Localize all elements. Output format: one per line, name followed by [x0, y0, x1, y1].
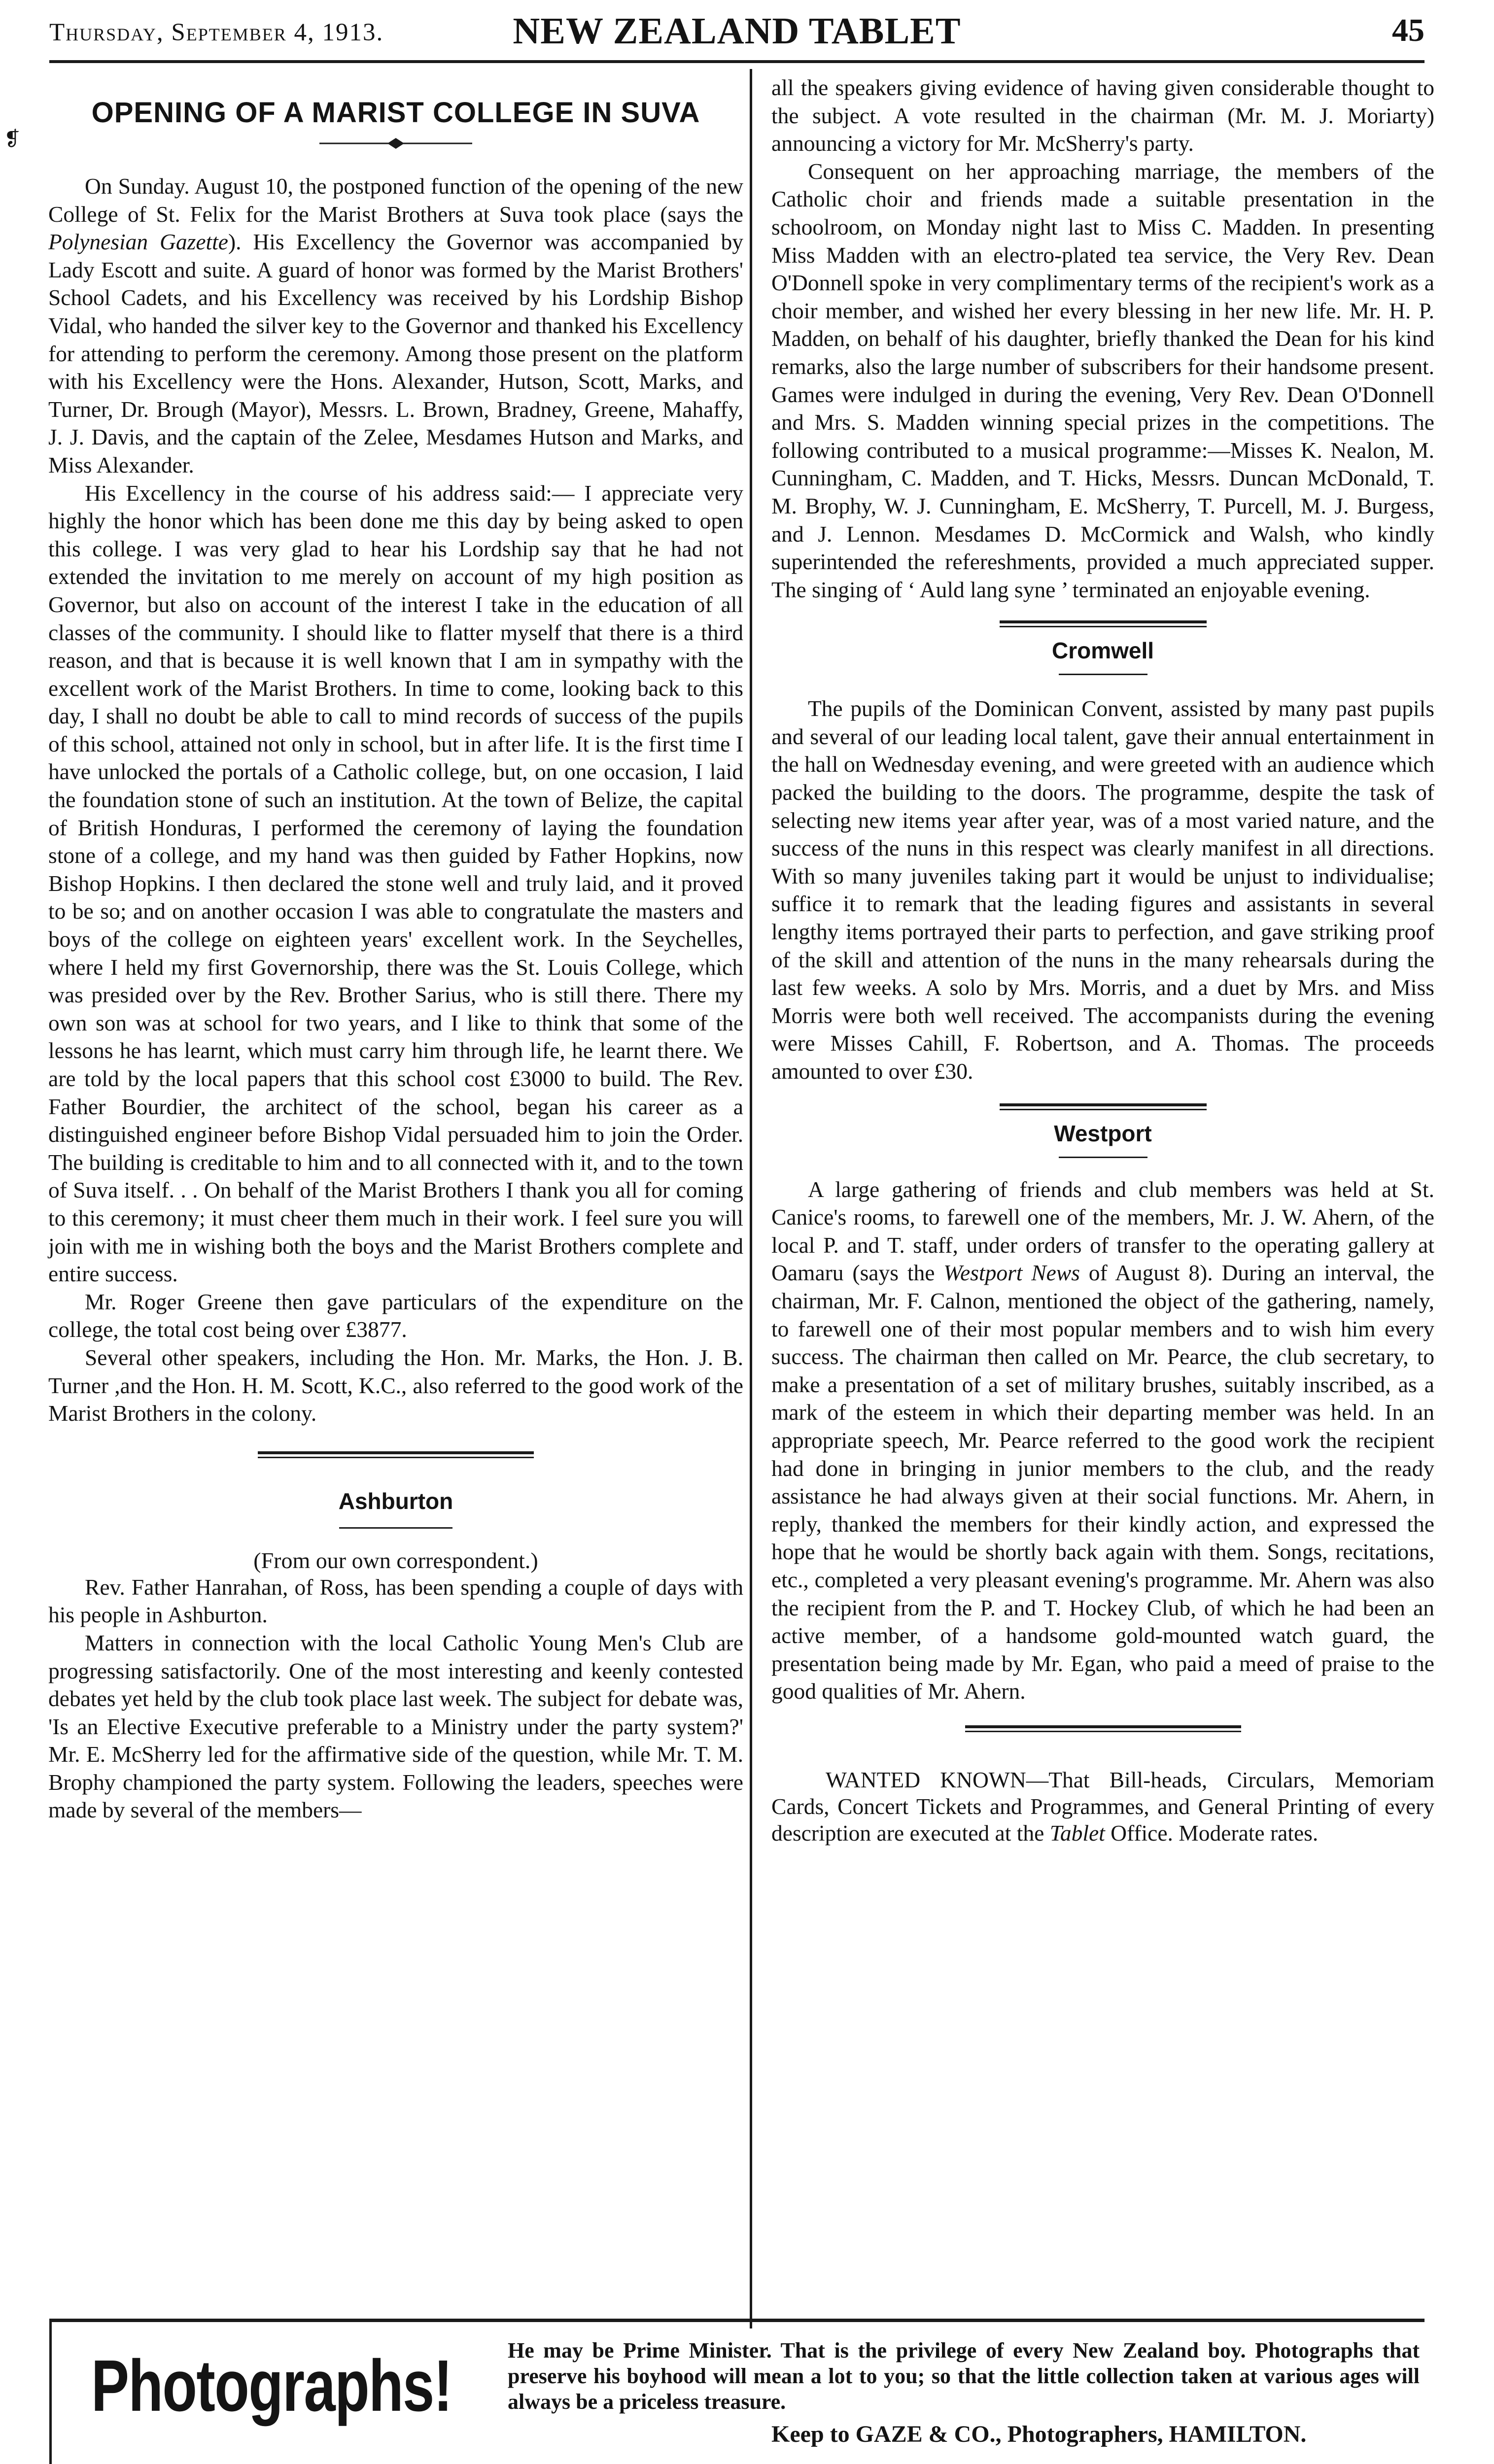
left-column	[48, 81, 743, 1824]
header-rule	[49, 60, 1425, 63]
advertisement-body: He may be Prime Minister. That is the privilege of every New Zealand boy. Photographs that preserve his boyhood will mean a lot to you; so that the little collection taken at various ages will always be a priceless treasure.	[508, 2338, 1420, 2414]
section-title-westport: Westport	[1054, 1120, 1152, 1146]
printing-notice: WANTED KNOWN—That Bill-heads, Circulars, Memoriam Cards, Concert Tickets and Programmes, and General Printing of every description are executed at the Tablet Office. Moderate rates.	[771, 1767, 1434, 1846]
source-polynesian-gazette: Polynesian Gazette	[48, 229, 229, 255]
westport-paragraph-1: A large gathering of friends and club members was held at St. Canice's rooms, to farewell one of the members, Mr. J. W. Ahern, of the local P. and T. staff, under orders of transfer to the operating gallery at Oamaru (says the Westport News of August 8). During an interval, the chairman, Mr. F. Calnon, mentioned the object of the gathering, namely, to farewell one of their most popular members and to wish him every success. The chairman then called on Mr. Pearce, the club secretary, to make a presentation of a set of military brushes, suitably inscribed, as a mark of the esteem in which their departing member was held. In an appropriate speech, Mr. Pearce referred to the good work the recipient had done in bringing in junior members to the club, and the ready assistance he had always given at their social functions. Mr. Ahern, in reply, thanked the members for their kindly action, and expressed the hope that he would be shortly back again with them. Songs, recitations, etc., completed a very pleasant evening's programme. Mr. Ahern was also the recipient from the P. and T. Hockey Club, of which he had been an active member, of a handsome gold-mounted watch guard, the presentation being made by Mr. Egan, who paid a meed of praise to the good qualities of Mr. Ahern.	[771, 1176, 1435, 1704]
ashburton-paragraph-2: Matters in connection with the local Catholic Young Men's Club are progressing satisfactorily. One of the most interesting and keenly contested debates yet held by the club took place last week. The subject for debate was, 'Is an Elective Executive preferable to a Ministry under the party system?' Mr. E. McSherry led for the affirmative side of the question, while Mr. T. M. Brophy championed the party system. Following the leaders, speeches were made by several of the members—	[48, 1630, 743, 1823]
ashburton-paragraph-3: all the speakers giving evidence of having given considerable thought to the subject. A vote resulted in the chairman (Mr. M. J. Moriarty) announcing a victory for Mr. McSherry's party.	[771, 75, 1434, 156]
advertisement-signature: Keep to GAZE & CO., Photographers, HAMILTON.	[771, 2421, 1307, 2447]
source-westport-news: Westport News	[943, 1260, 1080, 1286]
section-title-ashburton: Ashburton	[338, 1488, 453, 1514]
cromwell-paragraph-1: The pupils of the Dominican Convent, assisted by many past pupils and several of our leading local talent, gave their annual entertainment in the hall on Wednesday evening, and were greeted with an audience which packed the building to the doors. The programme, despite the task of selecting new items year after year, was of a most varied nature, and the success of the nuns in this respect was clearly manifest in all directions. With so many juveniles taking part it would be unjust to individualise; suffice it to remark that the leading figures and assistants in several lengthy items portrayed their parts to perfection, and gave striking proof of the skill and attention of the nuns in the many rehearsals during the last few weeks. A solo by Mrs. Morris, and a duet by Mrs. and Miss Morris were both well received. The accompanists during the evening were Misses Cahill, F. Robertson, and A. Thomas. The proceeds amounted to over £30.	[771, 696, 1434, 1084]
suva-paragraph-4: Several other speakers, including the Hon. Mr. Marks, the Hon. J. B. Turner ,and the Hon. H. M. Scott, K.C., also referred to the good work of the Marist Brothers in the colony.	[48, 1344, 743, 1426]
ashburton-paragraph-4: Consequent on her approaching marriage, the members of the Catholic choir and friends made a suitable presentation in the schoolroom, on Monday night last to Miss C. Madden. In presenting Miss Madden with an electro-plated tea service, the Very Rev. Dean O'Donnell spoke in very complimentary terms of the recipient's work as a choir member, and wished her every blessing in her new life. Mr. H. P. Madden, on behalf of his daughter, briefly thanked the Dean for his kind remarks, also the large number of subscribers for their handsome present. Games were indulged in during the evening, Very Rev. Dean O'Donnell and Mrs. S. Madden winning special prizes in the competitions. The following contributed to a musical programme:—Misses K. Nealon, M. Cunningham, C. Madden, and T. Hicks, Messrs. Duncan McDonald, T. M. Brophy, W. J. Cunningham, E. McSherry, T. Purcell, M. J. Burgess, and J. Lennon. Mesdames D. McCormick and Walsh, who kindly superintended the refereshments, provided a much appreciated supper. The singing of ‘ Auld lang syne ’ terminated an enjoyable evening.	[771, 158, 1434, 602]
column-divider	[750, 69, 752, 2328]
section-divider	[258, 1451, 534, 1458]
title-underline	[1059, 1157, 1147, 1158]
ashburton-byline: (From our own correspondent.)	[253, 1547, 538, 1573]
section-title-cromwell: Cromwell	[1051, 638, 1154, 664]
newspaper-title: NEW ZEALAND TABLET	[513, 10, 961, 52]
right-column	[771, 74, 1434, 1847]
advertisement-rule	[49, 2319, 1425, 2322]
ornament-divider	[314, 136, 477, 151]
title-underline	[1059, 674, 1147, 675]
ashburton-paragraph-1: Rev. Father Hanrahan, of Ross, has been spending a couple of days with his people in Ashburton.	[48, 1574, 743, 1628]
suva-paragraph-1: On Sunday. August 10, the postponed function of the opening of the new College of St. Felix for the Marist Brothers at Suva took place (says the Polynesian Gazette). His Excellency the Governor was accompanied by Lady Escott and suite. A guard of honor was formed by the Marist Brothers' School Cadets, and his Excellency was received by his Lordship Bishop Vidal, who handed the silver key to the Governor and thanked his Excellency for attending to perform the ceremony. Among those present on the platform with his Excellency were the Hons. Alexander, Hutson, Scott, Marks, and Turner, Dr. Brough (Mayor), Messrs. L. Brown, Bradney, Greene, Mahaffy, J. J. Davis, and the captain of the Zelee, Mesdames Hutson and Marks, and Miss Alexander.	[48, 173, 743, 478]
title-underline	[339, 1527, 452, 1529]
suva-paragraph-2: His Excellency in the course of his address said:— I appreciate very highly the honor which has been done me this day by being asked to open this college. I was very glad to hear his Lordship say that he had not extended the invitation to me merely on account of my high position as Governor, but also on account of the interest I take in the education of all classes of the community. I should like to flatter myself that there is a third reason, and that is because it is well known that I am in sympathy with the excellent work of the Marist Brothers. In time to come, looking back to this day, I shall no doubt be able to call to mind records of success of the pupils of this school, attained not only in school, but in after life. It is the first time I have unlocked the portals of a Catholic college, but, on one occasion, I laid the foundation stone of such an institution. At the town of Belize, the capital of British Honduras, I performed the ceremony of laying the foundation stone of a college, and my hand was then guided by Father Hopkins, now Bishop Hopkins. I then declared the stone well and truly laid, and it proved to be so; and on another occasion I was able to congratulate the masters and boys of the college on eighteen years' excellent work. In the Seychelles, where I held my first Governorship, there was the St. Louis College, which was presided over by the Rev. Brother Sarius, who is still there. There my own son was at school for two years, and I like to think that some of the lessons he has learnt, which must carry him through life, he learnt there. We are told by the local papers that this school cost £3000 to build. The Rev. Father Bourdier, the architect of the school, began his career as a distinguished engineer before Bishop Vidal persuaded him to join the Order. The building is creditable to him and to all connected with it, and to the town of Suva itself. . . On behalf of the Marist Brothers I thank you all for coming to this ceremony; it must cheer them much in their work. I feel sure you will join with me in wishing both the boys and the Marist Brothers complete and entire success.	[48, 480, 743, 1287]
suva-paragraph-3: Mr. Roger Greene then gave particulars of the expenditure on the college, the total cost being over £3877.	[48, 1289, 743, 1342]
page-header	[49, 6, 1425, 60]
section-divider	[1000, 1103, 1207, 1110]
page-number: 45	[1392, 12, 1425, 48]
notice-lead: WANTED KNOWN	[826, 1767, 1026, 1792]
section-divider	[1000, 620, 1207, 627]
margin-mark: ❡	[4, 128, 21, 150]
issue-date: Thursday, September 4, 1913.	[49, 19, 384, 46]
advertisement-headline: Photographs!	[91, 2345, 452, 2427]
section-divider	[965, 1725, 1241, 1732]
article-title-suva: OPENING OF A MARIST COLLEGE IN SUVA	[91, 97, 700, 129]
advertisement-box	[49, 2322, 1427, 2464]
notice-office-name: Tablet	[1049, 1820, 1105, 1846]
